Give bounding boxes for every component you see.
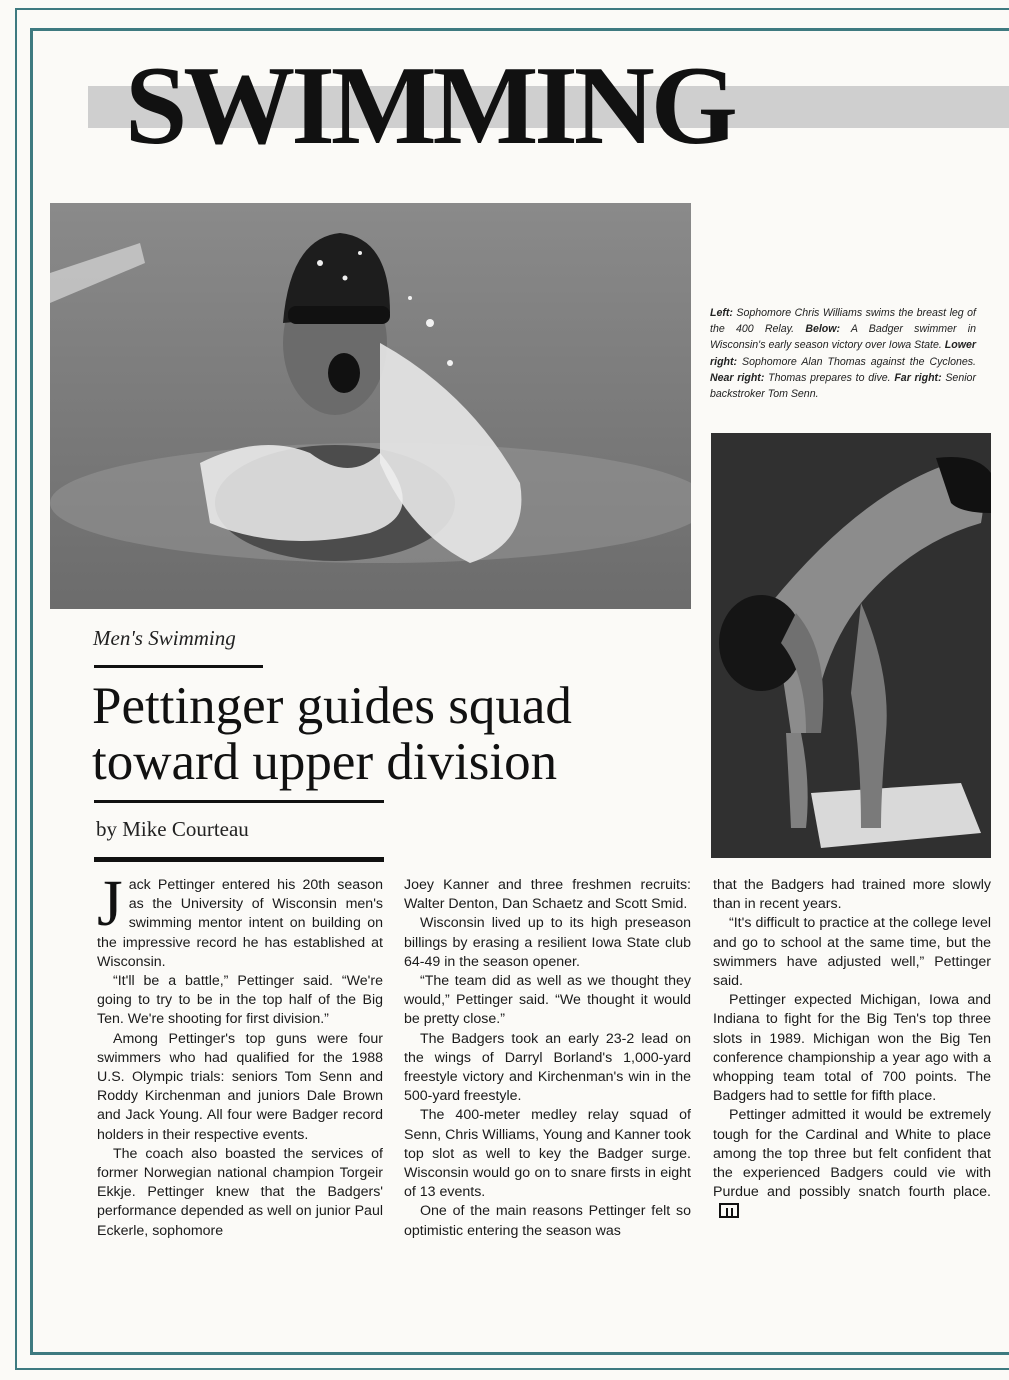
article-column-1: [97, 867, 383, 1241]
paragraph-text: ack Pettinger entered his 20th season as the University of Wisconsin men's swimming mentor intent on building on the impressive record he has established at Wisconsin.: [97, 877, 383, 970]
caption-text-lower-right: Sophomore Alan Thomas against the Cyclones.: [737, 355, 976, 368]
photo-caption: [710, 305, 976, 402]
paragraph: The 400-meter medley relay squad of Senn, Chris Williams, Young and Kanner took top slot as well to key the Badger surge. Wisconsin would go on to snare firsts in eight of 13 events.: [404, 1107, 691, 1201]
caption-label-lower-right: Lower right:: [710, 339, 976, 368]
caption-label-below: Below:: [805, 323, 841, 336]
paragraph: Wisconsin lived up to its high preseason billings by erasing a resilient Iowa State club 64-49 in the season opener.: [404, 915, 691, 970]
caption-text-below: A Badger swimmer in Wisconsin's early season victory over Iowa State.: [710, 323, 976, 352]
paragraph: “It's difficult to practice at the college level and go to school at the same time, but the swimmers have adjusted well,” Pettinger said.: [713, 915, 991, 990]
paragraph: Pettinger expected Michigan, Iowa and Indiana to fight for the Big Ten's top three slots in 1989. Michigan won the Big Ten conference championship a year ago with a whopping team total of 700 points. The Badgers had to settle for fifth place.: [713, 992, 991, 1105]
paragraph: One of the main reasons Pettinger felt so optimistic entering the season was: [404, 1203, 691, 1239]
headline-rule: [94, 800, 384, 803]
headline-line-1: Pettinger guides squad: [92, 677, 572, 735]
paragraph: that the Badgers had trained more slowly than in recent years.: [713, 877, 991, 913]
section-label: Men's Swimming: [93, 626, 236, 650]
article-column-2: [404, 876, 691, 1241]
paragraph: [713, 1106, 991, 1221]
end-mark-icon: [719, 1203, 739, 1218]
swimmer-breaststroke-photo: [50, 203, 691, 609]
byline: by Mike Courteau: [96, 817, 249, 841]
caption-text-far-right: Senior backstroker Tom Senn.: [710, 371, 976, 401]
caption-label-left: Left:: [710, 307, 733, 319]
paragraph-text: Pettinger admitted it would be extremely tough for the Cardinal and White to place among the top three but felt confident that the experienced Badgers could vie with Purdue and possibly snatch fourth place.: [713, 1107, 991, 1201]
headline: [92, 678, 572, 790]
headline-line-2: toward upper division: [92, 733, 558, 791]
page-title: SWIMMING: [125, 44, 734, 168]
section-rule: [94, 665, 263, 668]
paragraph: The coach also boasted the services of former Norwegian national champion Torgeir Ekkje. Pettinger knew that the Badgers' performance depended as well on junior Paul Eckerle, sophomore: [97, 1145, 383, 1239]
paragraph: “It'll be a battle,” Pettinger said. “We're going to try to be in the top half of the Big Ten. We're shooting for first division.”: [97, 973, 383, 1028]
caption-label-far-right: Far right:: [894, 371, 942, 384]
paragraph: The Badgers took an early 23-2 lead on the wings of Darryl Borland's 1,000-yard freestyle victory and Kirchenman's win in the 500-yard freestyle.: [404, 1030, 691, 1105]
caption-text-left: Sophomore Chris Williams swims the breast leg of the 400 Relay.: [710, 307, 976, 336]
swimmer-diving-start-photo: [711, 433, 991, 858]
paragraph: Joey Kanner and three freshmen recruits: Walter Denton, Dan Schaetz and Scott Smid.: [404, 877, 691, 913]
byline-rule: [94, 857, 384, 862]
paragraph: “The team did as well as we thought they would,” Pettinger said. “We thought it would be pretty close.”: [404, 973, 691, 1028]
paragraph: [97, 867, 383, 972]
article-column-3: [713, 876, 991, 1222]
caption-label-near-right: Near right:: [710, 371, 765, 384]
caption-text-near-right: Thomas prepares to dive.: [764, 371, 895, 384]
drop-cap: J: [97, 867, 123, 940]
paragraph: Among Pettinger's top guns were four swimmers who had qualified for the 1988 U.S. Olympic trials: seniors Tom Senn and Roddy Kirchenman and juniors Dale Brown and Jack Young. All four were Badger record holders in their respective events.: [97, 1030, 383, 1143]
